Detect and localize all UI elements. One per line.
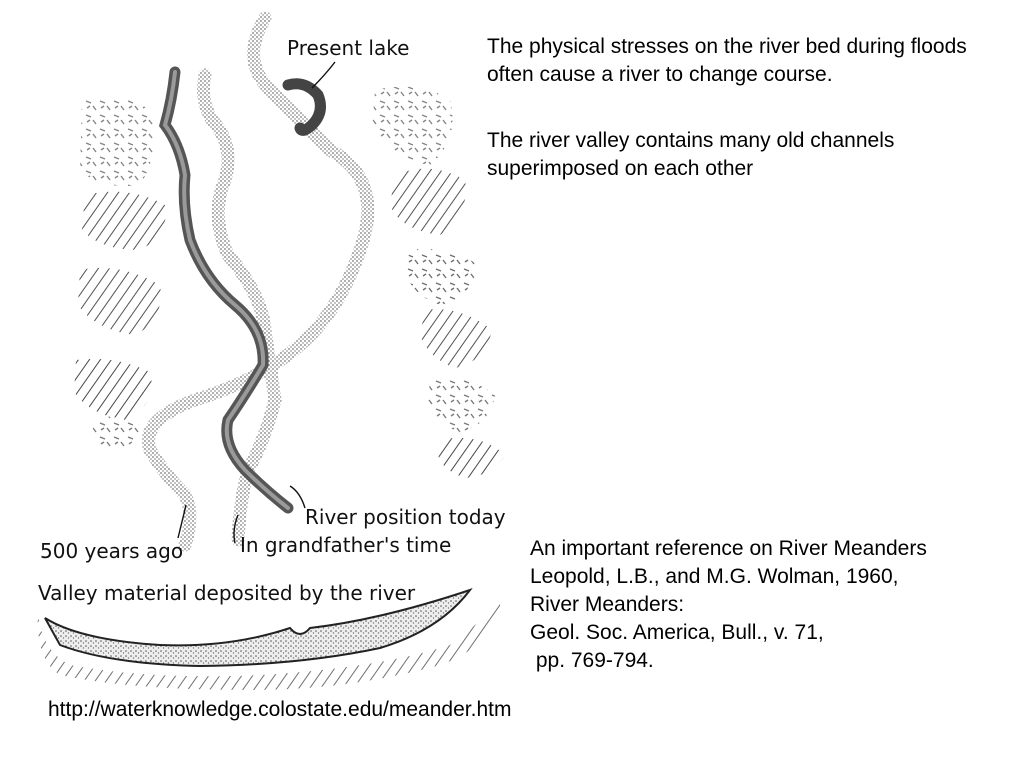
reference-line: River Meanders: [530, 593, 685, 616]
reference-block [530, 535, 1020, 675]
river-meander-diagram [0, 0, 540, 700]
right-hillside [372, 87, 505, 478]
reference-line: Leopold, L.B., and M.G. Wolman, 1960, [530, 565, 899, 588]
reference-line: An important reference on River Meanders [530, 537, 927, 560]
channel-500-years-ago [148, 18, 367, 545]
label-valley-material: Valley material deposited by the river [38, 581, 416, 605]
label-500-years-ago: 500 years ago [40, 539, 184, 563]
reference-line: Geol. Soc. America, Bull., v. 71, [530, 621, 824, 644]
paragraph-river-course: The physical stresses on the river bed during floods often cause a river to change course. [487, 35, 967, 86]
source-url: http://waterknowledge.colostate.edu/meander.htm [48, 698, 512, 721]
label-grandfather-time: In grandfather's time [240, 533, 452, 557]
paragraph-old-channels: The river valley contains many old channels superimposed on each other [487, 129, 895, 180]
valley-cross-section [38, 590, 500, 690]
label-present-lake: Present lake [287, 36, 410, 60]
reference-line: pp. 769-794. [530, 649, 654, 672]
left-hillside [74, 97, 166, 451]
label-river-position-today: River position today [305, 505, 506, 529]
